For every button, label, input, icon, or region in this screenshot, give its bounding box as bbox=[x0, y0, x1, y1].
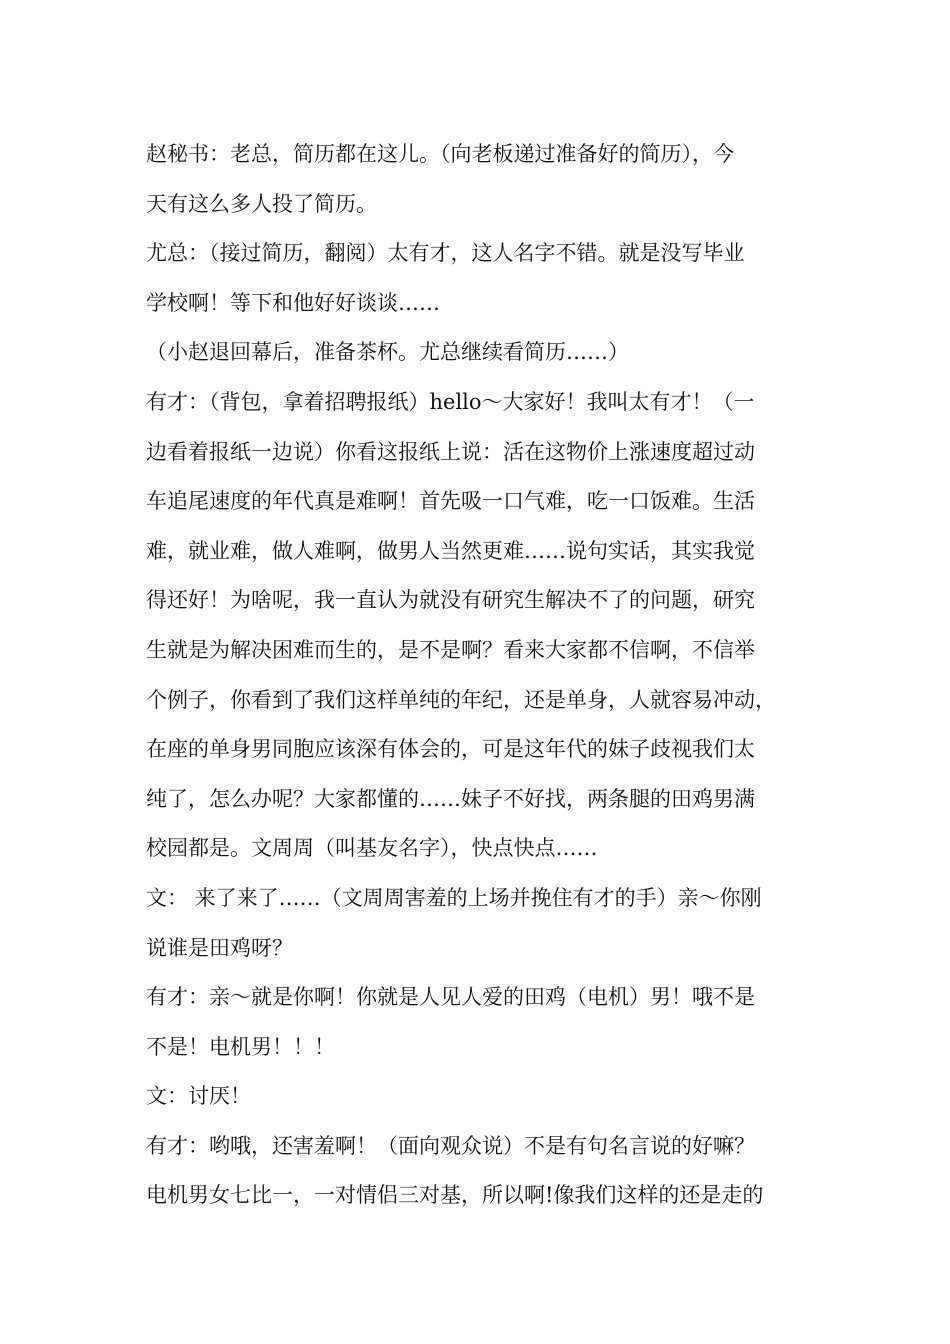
text-line: 有才：（背包，拿着招聘报纸）hello～大家好！我叫太有才！（一 bbox=[146, 389, 755, 414]
text-line: 得还好！为啥呢，我一直认为就没有研究生解决不了的问题，研究 bbox=[146, 588, 755, 613]
text-line: 学校啊！等下和他好好谈谈…… bbox=[146, 290, 440, 315]
text-line: 生就是为解决困难而生的，是不是啊？看来大家都不信啊，不信举 bbox=[146, 637, 755, 662]
text-line: 不是！电机男！！！ bbox=[146, 1034, 335, 1059]
text-line: 有才：亲～就是你啊！你就是人见人爱的田鸡（电机）男！哦不是 bbox=[146, 985, 755, 1010]
text-line: 文： 来了来了……（文周周害羞的上场并挽住有才的手）亲～你刚 bbox=[146, 885, 762, 910]
text-line: 文：讨厌！ bbox=[146, 1084, 251, 1109]
text-line: 校园都是。文周周（叫基友名字），快点快点…… bbox=[146, 836, 598, 861]
text-line: 有才：哟哦，还害羞啊！（面向观众说）不是有句名言说的好嘛？ bbox=[146, 1133, 755, 1158]
text-line: 边看着报纸一边说）你看这报纸上说：活在这物价上涨速度超过动 bbox=[146, 439, 755, 464]
text-line: 车追尾速度的年代真是难啊！首先吸一口气难，吃一口饭难。生活 bbox=[146, 489, 755, 514]
text-line: 尤总：（接过简历，翻阅）太有才，这人名字不错。就是没写毕业 bbox=[146, 241, 745, 266]
text-line: 赵秘书：老总，简历都在这儿。（向老板递过准备好的简历），今 bbox=[146, 142, 734, 166]
text-line: 在座的单身男同胞应该深有体会的，可是这年代的妹子歧视我们太 bbox=[146, 737, 755, 762]
script-text-body bbox=[146, 130, 812, 1221]
text-line: 电机男女七比一，一对情侣三对基，所以啊!像我们这样的还是走的 bbox=[146, 1183, 764, 1208]
text-line: 难，就业难，做人难啊，做男人当然更难……说句实话，其实我觉 bbox=[146, 538, 755, 563]
text-line: （小赵退回幕后，准备茶杯。尤总继续看简历……） bbox=[146, 340, 629, 365]
text-line: 纯了，怎么办呢？大家都懂的……妹子不好找，两条腿的田鸡男满 bbox=[146, 786, 755, 811]
text-line: 个例子，你看到了我们这样单纯的年纪，还是单身，人就容易冲动， bbox=[146, 687, 776, 712]
text-line: 天有这么多人投了简历。 bbox=[146, 191, 377, 216]
text-line: 说谁是田鸡呀？ bbox=[146, 935, 293, 960]
